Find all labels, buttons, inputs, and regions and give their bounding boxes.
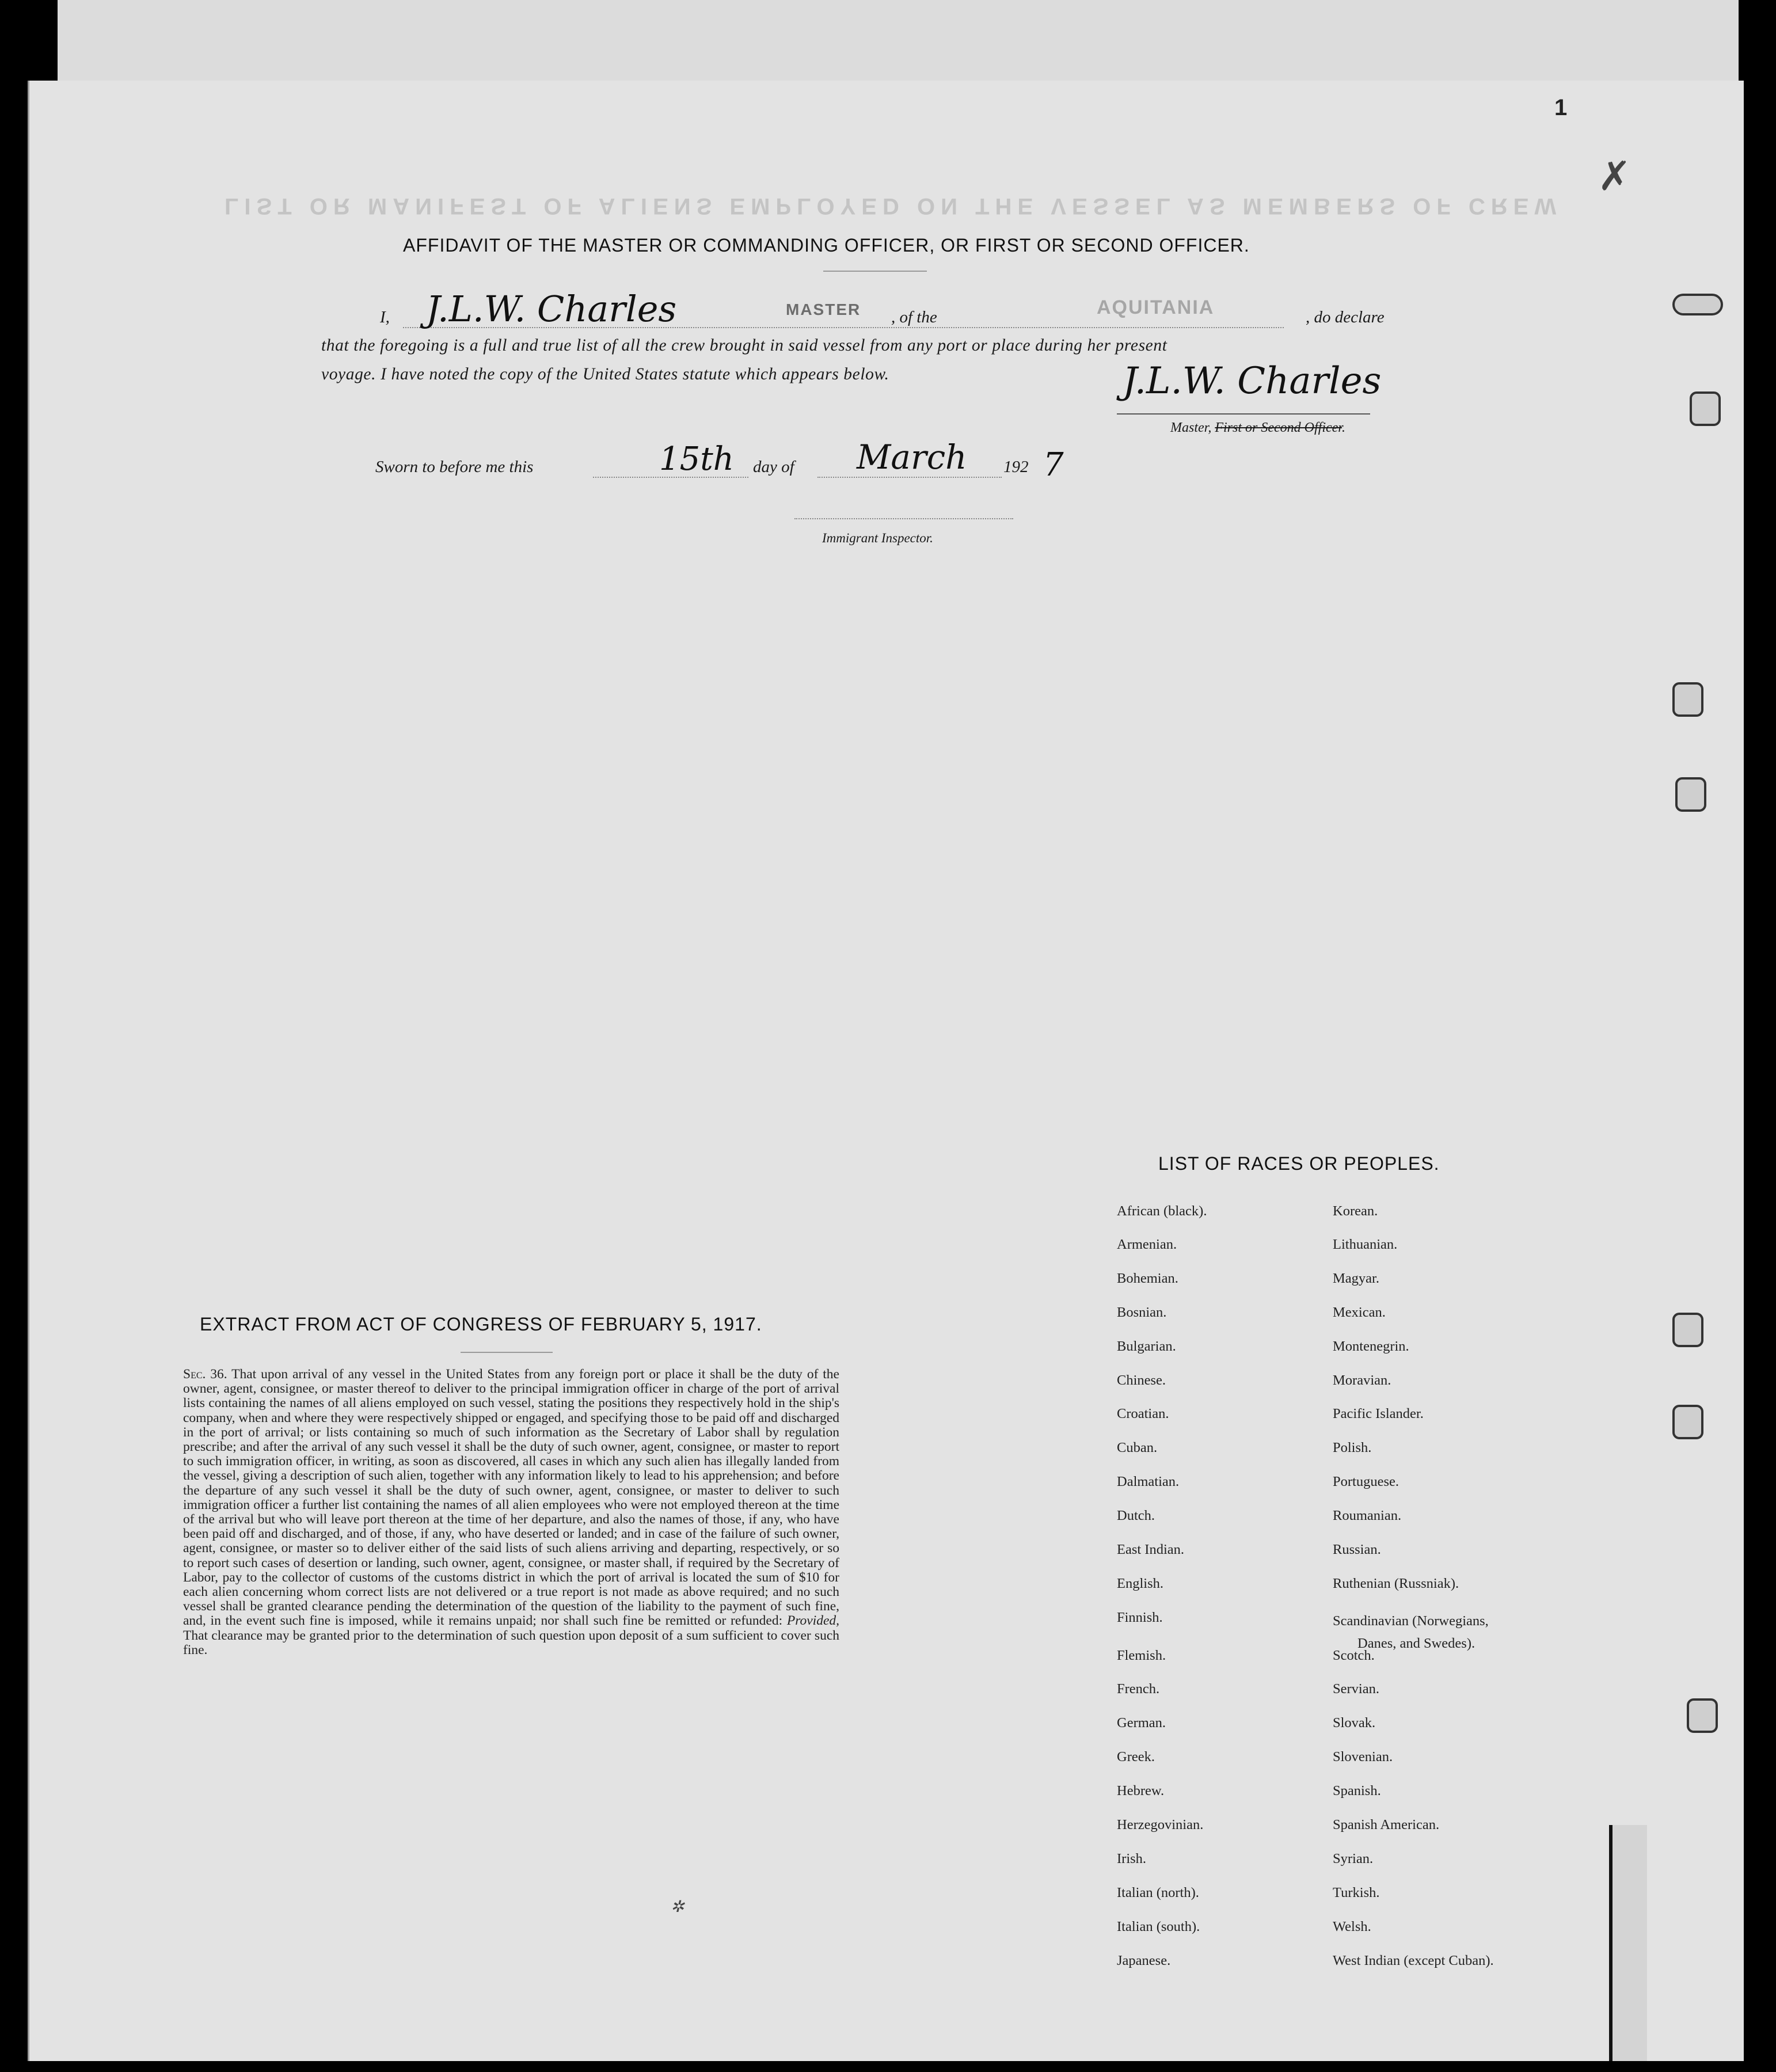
signature-title [1170,420,1345,436]
race-item: Finnish. [1117,1610,1163,1625]
extract-heading: EXTRACT FROM ACT OF CONGRESS OF FEBRUARY 5, 1917. [200,1314,762,1335]
race-item: Japanese. [1117,1953,1171,1968]
race-item: Magyar. [1333,1271,1379,1286]
binder-hole-icon [1672,1405,1703,1439]
affidavit-heading: AFFIDAVIT OF THE MASTER OR COMMANDING OFFICER, OR FIRST OR SECOND OFFICER. [403,235,1250,256]
title-master: Master, [1170,420,1212,435]
race-item: Spanish. [1333,1783,1381,1799]
race-item: Ruthenian (Russniak). [1333,1576,1459,1591]
race-item: Moravian. [1333,1373,1391,1388]
race-item: Lithuanian. [1333,1237,1398,1252]
divider [461,1352,553,1353]
race-item: French. [1117,1681,1160,1697]
race-item: Croatian. [1117,1406,1169,1421]
binder-hole-icon [1672,682,1703,717]
check-mark-icon: ✗ [1598,153,1632,200]
race-item: German. [1117,1715,1166,1731]
extract-text-part-1: That upon arrival of any vessel in the United States from any foreign port or place it shall be the duty of the owner, agent, consignee, or master thereof to deliver to the principal immigration officer in charge of the port of arrival lists containing the names of all aliens employed on such vessel, stating the positions they respectively hold in the ship's company, when and where they were respectively shipped or engaged, and specifying those to be paid off and discharged in the port of arrival; or lists containing so much of such information as the Secretary of Labor shall by regulation prescribe; and after the arrival of any such vessel it shall be the duty of such owner, agent, consignee, or master to report to such immigration officer, in writing, as soon as discovered, all cases in which any such alien has illegally landed from the vessel, giving a description of such alien, together with any information likely to lead to his apprehension; and before the departure of any such vessel it shall be the duty of such owner, agent, consignee, or master to deliver to such immigration officer a further list containing the names of all alien employees who were not employed thereon at the time of the arrival but who will leave port thereon at the time of her departure, and also the names of those, if any, who have been paid off and discharged, and of those, if any, who have deserted or landed; and in case of the failure of such owner, agent, consignee, or master so to deliver either of the said lists of such aliens arriving and departing, respectively, or so to report such cases of desertion or landing, such owner, agent, consignee, or master shall, if required by the Secretary of Labor, pay to the collector of customs of the customs district in which the port of arrival is located the sum of $10 for each alien concerning whom correct lists are not delivered or a true report is not made as above required; and no such vessel shall be granted clearance pending the determination of the question of the liability to the payment of such fine, and, in the event such fine is imposed, while it remains unpaid; nor shall such fine be remitted or refunded: [183,1367,839,1629]
divider [823,271,927,272]
of-the-label: , of the [891,308,937,326]
race-item: Scandinavian (Norwegians, [1333,1613,1489,1629]
race-item: Russian. [1333,1542,1381,1557]
bleed-through-text: LIST OR MANIFEST OF ALIENS EMPLOYED ON THE VESSEL AS MEMBERS OF CREW [225,193,1562,219]
races-heading: LIST OF RACES OR PEOPLES. [1158,1153,1440,1174]
binder-hole-icon [1690,391,1721,426]
inspector-label: Immigrant Inspector. [822,531,933,545]
race-item: Italian (south). [1117,1919,1200,1934]
race-item: Bulgarian. [1117,1339,1176,1354]
title-end: . [1341,420,1345,435]
race-item: East Indian. [1117,1542,1185,1557]
year-handwritten: 7 [1043,446,1064,484]
race-item: Flemish. [1117,1648,1166,1663]
month-fill-line [817,477,1002,478]
race-item: Bohemian. [1117,1271,1178,1286]
sworn-prefix: Sworn to before me this [375,458,534,476]
race-item: Mexican. [1333,1305,1386,1320]
race-item: Bosnian. [1117,1305,1167,1320]
section-label: Sec. 36. [183,1367,227,1382]
race-item: Servian. [1333,1681,1379,1697]
race-item: Armenian. [1117,1237,1177,1252]
ink-blot: ✲ [671,1897,684,1916]
binder-hole-icon [1675,777,1706,812]
inspector-line [794,518,1013,519]
provided-term: Provided, [786,1613,840,1629]
title-struck-text: First or Second Officer [1215,420,1342,435]
torn-edge [1609,1825,1647,2061]
affidavit-line-3: voyage. I have noted the copy of the United States statute which appears below. [321,365,889,383]
race-item: Spanish American. [1333,1817,1440,1833]
race-item: Roumanian. [1333,1508,1402,1523]
race-item: African (black). [1117,1203,1207,1219]
race-item: Korean. [1333,1203,1378,1219]
year-printed: 192 [1003,458,1029,476]
race-item: Chinese. [1117,1373,1166,1388]
extract-body [183,1367,839,1657]
race-item: Herzegovinian. [1117,1817,1204,1833]
race-item: Portuguese. [1333,1474,1399,1489]
race-item: Turkish. [1333,1885,1380,1900]
vessel-name-stamp: AQUITANIA [1097,296,1215,318]
binder-hole-icon [1672,1313,1703,1347]
master-name-handwritten: J.L.W. Charles [426,288,677,330]
race-item: Polish. [1333,1440,1372,1455]
race-item: Irish. [1117,1851,1147,1866]
race-item: West Indian (except Cuban). [1333,1953,1494,1968]
sworn-day-handwritten: 15th [659,440,734,478]
master-signature: J.L.W. Charles [1123,360,1382,402]
race-item: Slovak. [1333,1715,1376,1731]
binder-hole-icon [1672,294,1723,315]
race-item: Syrian. [1333,1851,1374,1866]
sworn-month-handwritten: March [857,438,967,477]
race-item: Dutch. [1117,1508,1155,1523]
race-item: English. [1117,1576,1163,1591]
race-item: Cuban. [1117,1440,1158,1455]
affidavit-prefix: I, [380,308,390,326]
race-item: Pacific Islander. [1333,1406,1424,1421]
race-item: Hebrew. [1117,1783,1165,1799]
race-item: Italian (north). [1117,1885,1199,1900]
race-item: Scotch. [1333,1648,1375,1663]
race-item: Slovenian. [1333,1749,1393,1765]
race-item: Greek. [1117,1749,1155,1765]
affidavit-line-2: that the foregoing is a full and true list of all the crew brought in said vessel from any port or place during her present [321,336,1167,355]
race-item-continuation: Danes, and Swedes). [1357,1636,1475,1651]
signature-line [1117,413,1370,415]
binder-hole-icon [1687,1698,1718,1733]
race-item: Welsh. [1333,1919,1371,1934]
extract-text-part-2: That clearance may be granted prior to the determination of such question upon deposit of a sum sufficient to cover such fine. [183,1628,839,1657]
race-item: Montenegrin. [1333,1339,1409,1354]
do-declare-label: , do declare [1306,308,1385,326]
page-number: 1 [1554,95,1568,120]
race-item: Dalmatian. [1117,1474,1180,1489]
day-of-label: day of [753,458,794,476]
rank-stamp: MASTER [786,301,861,318]
